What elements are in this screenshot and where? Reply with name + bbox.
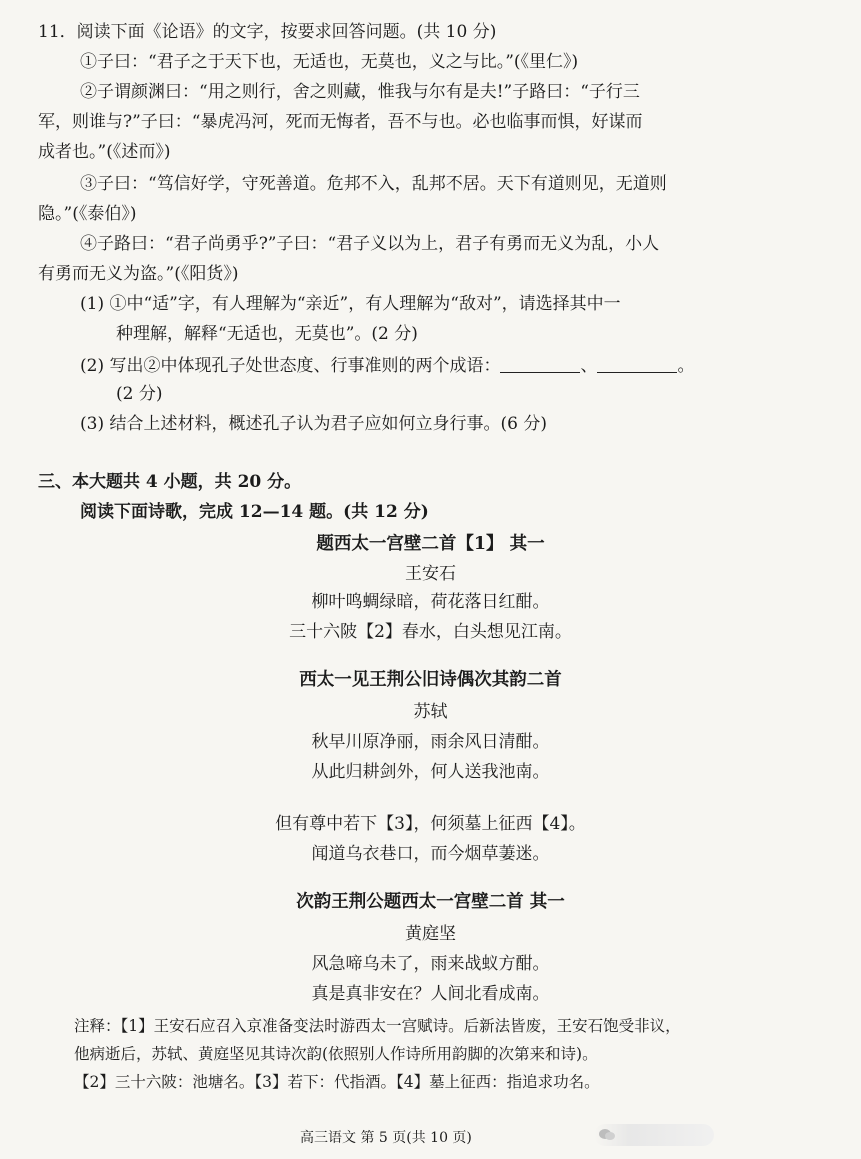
q11-passage-3-line-1: ③子曰：“笃信好学，守死善道。危邦不入，乱邦不居。天下有道则见，无道则 — [80, 174, 667, 194]
q11-sub3: (3) 结合上述材料，概述孔子认为君子应如何立身行事。(6 分) — [80, 414, 547, 434]
poem-2-line-4: 闻道乌衣巷口，而今烟草萋迷。 — [311, 844, 550, 864]
q11-title: 11．阅读下面《论语》的文字，按要求回答问题。(共 10 分) — [38, 22, 497, 42]
chat-bubble-icon — [598, 1127, 616, 1143]
section-3-title: 三、本大题共 4 小题，共 20 分。 — [38, 472, 302, 492]
poem-1-author: 王安石 — [405, 564, 456, 584]
poem-3-author: 黄庭坚 — [405, 924, 456, 944]
notes-line-3: 【2】三十六陂：池塘名。【3】若下：代指酒。【4】墓上征西：指追求功名。 — [74, 1073, 600, 1091]
blank-end-mark: 。 — [677, 356, 695, 376]
poem-1-line-1: 柳叶鸣蜩绿暗，荷花落日红酣。 — [311, 592, 550, 612]
poem-3-title: 次韵王荆公题西太一宫壁二首 其一 — [296, 892, 565, 912]
poem-2-line-1: 秋早川原净丽，雨余风日清酣。 — [311, 732, 550, 752]
q11-passage-3-line-2: 隐。”(《泰伯》) — [38, 204, 137, 224]
answer-blank-1[interactable] — [500, 356, 580, 373]
poem-3-line-2: 真是真非安在？人间北看成南。 — [311, 984, 550, 1004]
q11-sub1-line-1: (1) ①中“适”字，有人理解为“亲近”，有人理解为“敌对”，请选择其中一 — [80, 294, 621, 314]
q11-sub2-line-2: (2 分) — [116, 384, 163, 404]
poem-2-title: 西太一见王荆公旧诗偶次其韵二首 — [299, 670, 562, 690]
q11-passage-4-line-1: ④子路曰：“君子尚勇乎?”子曰：“君子义以为上，君子有勇而无义为乱，小人 — [80, 234, 660, 254]
page-footer: 高三语文 第 5 页(共 10 页) — [300, 1130, 472, 1146]
notes-line-2: 他病逝后，苏轼、黄庭坚见其诗次韵(依照别人作诗所用韵脚的次第来和诗)。 — [74, 1045, 598, 1063]
poem-2-line-2: 从此归耕剑外，何人送我池南。 — [311, 762, 550, 782]
poem-1-title: 题西太一宫壁二首【1】 其一 — [316, 534, 545, 554]
q11-sub2-prompt: (2) 写出②中体现孔子处世态度、行事准则的两个成语： — [80, 356, 501, 376]
answer-blank-2[interactable] — [597, 356, 677, 373]
q11-sub1-line-2: 种理解，解释“无适也，无莫也”。(2 分) — [116, 324, 418, 344]
notes-line-1: 注释：【1】王安石应召入京准备变法时游西太一宫赋诗。后新法皆废，王安石饱受非议， — [74, 1017, 681, 1035]
q11-passage-2-line-3: 成者也。”(《述而》) — [38, 142, 171, 162]
q11-passage-1: ①子曰：“君子之于天下也，无适也，无莫也，义之与比。”(《里仁》) — [80, 52, 579, 72]
poem-2-line-3: 但有尊中若下【3】，何须墓上征西【4】。 — [275, 814, 586, 834]
poem-3-line-1: 风急啼乌未了，雨来战蚁方酣。 — [311, 954, 550, 974]
q11-passage-2-line-1: ②子谓颜渊曰：“用之则行，舍之则藏，惟我与尔有是夫!”子路曰：“子行三 — [80, 82, 640, 102]
poem-1-line-2: 三十六陂【2】春水，白头想见江南。 — [289, 622, 572, 642]
blank-separator: 、 — [580, 356, 598, 376]
q11-sub2-line-1 — [80, 354, 694, 378]
section-3-intro: 阅读下面诗歌，完成 12—14 题。(共 12 分) — [80, 502, 429, 522]
poem-2-author: 苏轼 — [413, 702, 448, 722]
q11-passage-2-line-2: 军，则谁与?”子曰：“暴虎冯河，死而无悔者，吾不与也。必也临事而惧，好谋而 — [38, 112, 643, 132]
q11-passage-4-line-2: 有勇而无义为盗。”(《阳货》) — [38, 264, 239, 284]
